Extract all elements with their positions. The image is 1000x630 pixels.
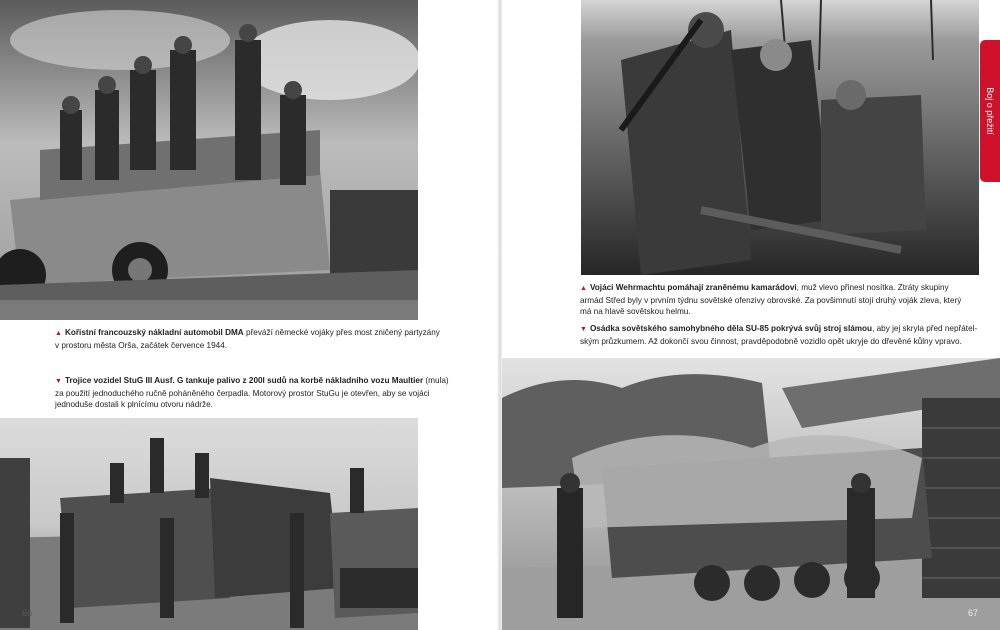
caption-arrow-icon: ▼	[580, 326, 587, 333]
section-tab-label: Boj o přežití	[985, 87, 995, 135]
caption-wounded-comrade: ▲ Vojáci Wehrmachtu pomáhají zraněnému kamarádovi, muž vlevo přinesl nosítka. Ztráty skupiny armád Střed byly v prvním týdnu sovětské ofenzivy obrovské. Za povšimnutí stojí druhý voják zleva, který má na hlavě sovětskou helmu.	[580, 283, 962, 316]
right-page	[502, 0, 1000, 630]
caption-arrow-icon: ▲	[55, 330, 62, 337]
caption-arrow-icon: ▲	[580, 285, 587, 292]
page-number-left: 66	[22, 608, 33, 618]
section-tab	[980, 40, 1000, 182]
photo-wounded-comrade	[581, 0, 979, 275]
caption-arrow-icon: ▼	[55, 378, 62, 385]
caption-truck: ▲ Kořistní francouzský nákladní automobil DMA převáží německé vojáky přes most zničený partyzány v prostoru města Orša, začátek července 1944.	[55, 328, 440, 350]
photo-stug-refuel	[0, 418, 418, 630]
photo-su85-straw	[502, 358, 1000, 630]
caption-stug-refuel: ▼ Trojice vozidel StuG III Ausf. G tankuje palivo z 200l sudů na korbě nákladního vozu Maultier (mula) za použití jednoduchého ručně poháněného čerpadla. Motorový prostor StuGu je otevřen, aby se vojáci jednoduše dostali k plnícímu otvoru nádrže.	[55, 376, 449, 409]
photo-truck-on-bridge	[0, 0, 418, 320]
page-number-right: 67	[967, 608, 978, 618]
caption-su85-straw: ▼ Osádka sovětského samohybného děla SU-85 pokrývá svůj stroj slámou, aby jej skryla před nepřátel- ským průzkumem. Až dokončí svou činnost, pravděpodobně vozidlo opět ukryje do dřevěné kůlny vpravo.	[580, 324, 978, 346]
left-page	[0, 0, 498, 630]
